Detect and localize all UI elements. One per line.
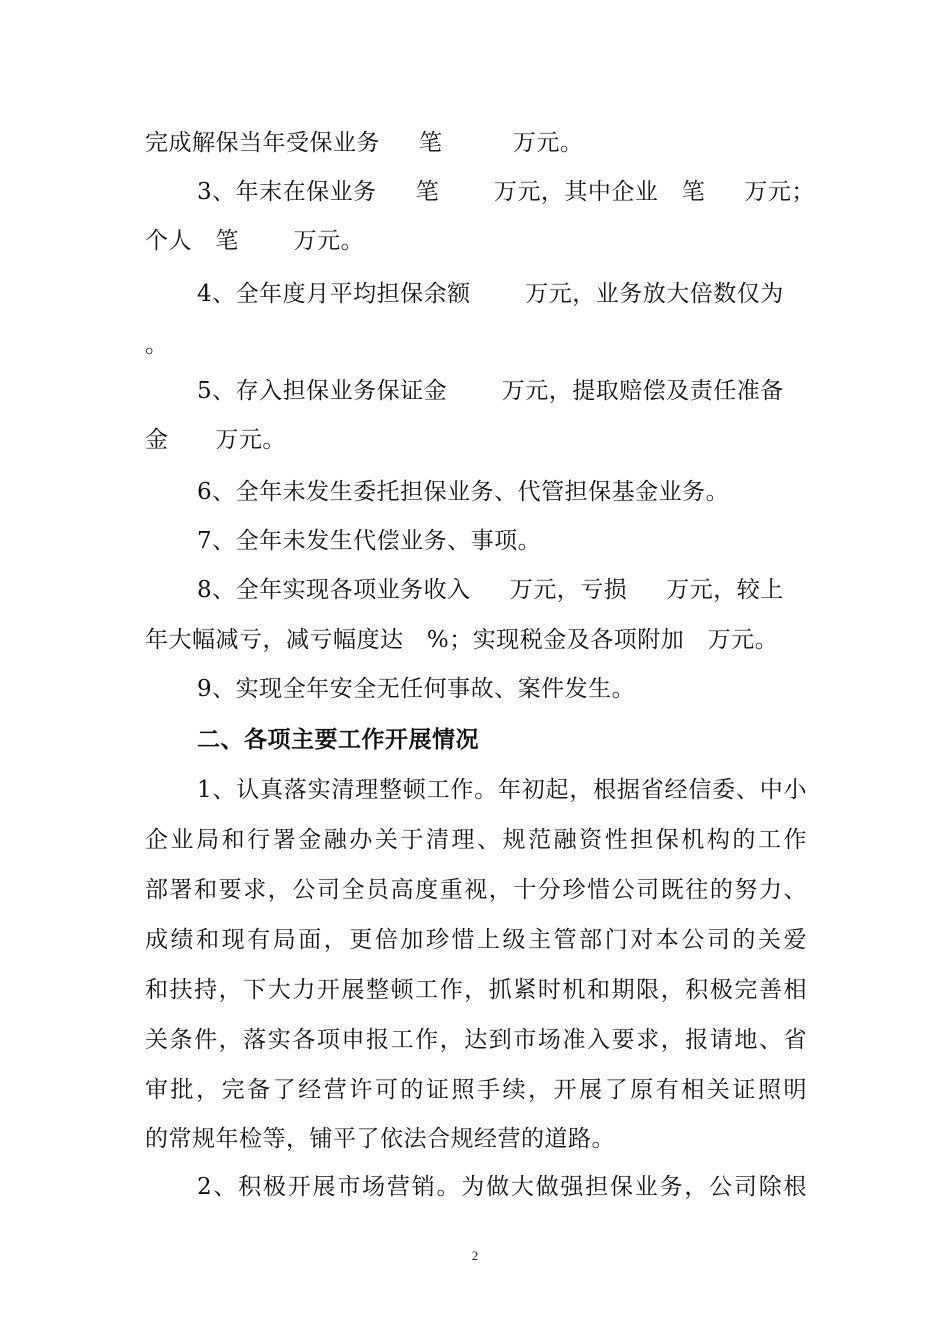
list-item-8: 8、全年实现各项业务收入 万元，亏损 万元，较上 (197, 577, 784, 603)
paragraph-1-line: 企业局和行署金融办关于清理、规范融资性担保机构的工作 (145, 827, 807, 853)
section-heading: 二、各项主要工作开展情况 (197, 727, 479, 753)
list-item-9: 9、实现全年安全无任何事故、案件发生。 (197, 676, 636, 702)
paragraph-2-line: 2、积极开展市场营销。为做大做强担保业务，公司除根 (197, 1174, 807, 1200)
paragraph-1-line: 的常规年检等，铺平了依法合规经营的道路。 (145, 1126, 615, 1152)
paragraph-1-line: 关条件，落实各项申报工作，达到市场准入要求，报请地、省 (145, 1027, 807, 1053)
paragraph-1-line: 和扶持，下大力开展整顿工作，抓紧时机和期限，积极完善相 (145, 977, 807, 1003)
paragraph-1-line: 审批，完备了经营许可的证照手续，开展了原有相关证照明 (145, 1077, 807, 1103)
list-item-3: 3、年末在保业务 笔 万元，其中企业 笔 万元； (197, 179, 815, 205)
paragraph-1-line: 部署和要求，公司全员高度重视，十分珍惜公司既往的努力、 (145, 877, 807, 903)
page-number: 2 (471, 1248, 479, 1263)
paragraph-1-line: 1、认真落实清理整顿工作。年初起，根据省经信委、中小 (197, 777, 807, 803)
list-item-5: 5、存入担保业务保证金 万元，提取赔偿及责任准备 (197, 378, 784, 404)
list-item-4: 4、全年度月平均担保余额 万元，业务放大倍数仅为 (197, 281, 784, 307)
text-line: 个人 笔 万元。 (145, 228, 365, 254)
text-line: 完成解保当年受保业务 笔 万元。 (145, 130, 584, 156)
list-item-6: 6、全年未发生委托担保业务、代管担保基金业务。 (197, 479, 730, 505)
text-line: 年大幅减亏，减亏幅度达 %；实现税金及各项附加 万元。 (145, 627, 779, 653)
text-line: 金 万元。 (145, 427, 286, 453)
text-line: 。 (145, 332, 169, 358)
paragraph-1-line: 成绩和现有局面，更倍加珍惜上级主管部门对本公司的关爱 (145, 927, 807, 953)
list-item-7: 7、全年未发生代偿业务、事项。 (197, 528, 542, 554)
